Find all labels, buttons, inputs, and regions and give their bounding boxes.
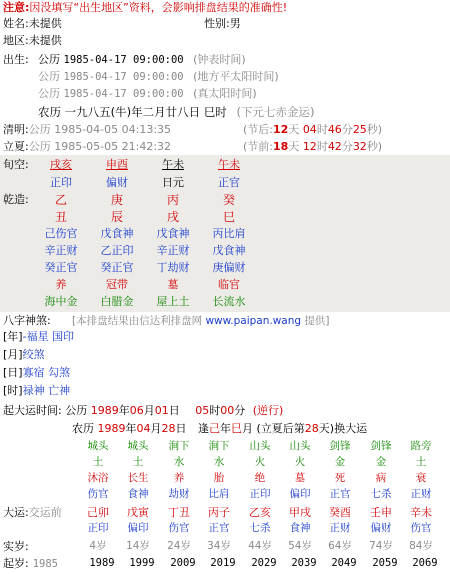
shishen-cell: 偏财 bbox=[106, 176, 128, 189]
changsheng-cell: 冠带 bbox=[106, 278, 128, 291]
dayun-nayin: 山头 bbox=[249, 440, 271, 452]
dayun-year: 2019 bbox=[210, 557, 236, 569]
dayun-wuxing: 金 bbox=[375, 456, 387, 468]
nayin-cell: 长流水 bbox=[212, 295, 246, 308]
dayun-nayin: 路旁 bbox=[410, 440, 432, 452]
dayun-shishen-zhi: 伤官 bbox=[168, 522, 190, 534]
dayun-age: 44岁 bbox=[248, 540, 272, 552]
gender-value: 男 bbox=[229, 17, 241, 30]
dayun-year: 2039 bbox=[291, 557, 317, 569]
dayun-age: 54岁 bbox=[288, 540, 312, 552]
dayun-year: 2049 bbox=[331, 557, 357, 569]
dizhi-cell: 丑 bbox=[54, 210, 67, 224]
notice-label: 注意: bbox=[3, 1, 30, 14]
dayun-shishen-gan: 偏印 bbox=[289, 488, 311, 500]
age-label: 实岁: bbox=[3, 540, 29, 553]
name-value: 未提供 bbox=[28, 17, 62, 30]
birth-row-3 bbox=[38, 86, 257, 102]
dayun-shishen-zhi: 偏财 bbox=[370, 522, 392, 534]
dayun-ganzhi: 甲戌 bbox=[289, 506, 311, 519]
dayun-nayin: 剑锋 bbox=[370, 440, 392, 452]
birth-cal: 公历 bbox=[38, 70, 60, 83]
dayun-wuxing: 土 bbox=[132, 456, 144, 468]
dayun-label: 大运:交运前 bbox=[3, 506, 62, 519]
start-pre-year: 1985 bbox=[32, 558, 59, 570]
birth-note: (真太阳时间) bbox=[193, 87, 257, 100]
dayun-nayin: 剑锋 bbox=[329, 440, 351, 452]
notice bbox=[3, 0, 287, 16]
dayun-nayin: 城头 bbox=[127, 440, 149, 452]
dayun-age: 34岁 bbox=[207, 540, 231, 552]
changsheng-cell: 临官 bbox=[218, 278, 240, 291]
dayun-ganzhi: 乙亥 bbox=[249, 506, 271, 519]
dayun-age: 24岁 bbox=[167, 540, 191, 552]
dayun-shishen-zhi: 伤官 bbox=[410, 522, 432, 534]
birth-datetime: 1985-04-17 09:00:00 bbox=[63, 54, 184, 66]
birth-cal: 公历 bbox=[38, 53, 60, 66]
canggan-cell: 庚偏财 bbox=[212, 261, 246, 274]
dizhi-cell: 巳 bbox=[222, 210, 235, 224]
dayun-wuxing: 金 bbox=[334, 456, 346, 468]
dayun-ganzhi: 戊寅 bbox=[127, 506, 149, 519]
dayun-shishen-zhi: 正官 bbox=[208, 522, 230, 534]
dayun-shishen-gan: 劫财 bbox=[168, 488, 190, 500]
gender-row bbox=[204, 16, 241, 32]
dayun-age: 74岁 bbox=[369, 540, 393, 552]
notice-text: 因没填写“出生地区”资料，会影响排盘结果的准确性! bbox=[29, 1, 288, 14]
shensha-row-ri: [日]寡宿 勾煞 bbox=[3, 366, 71, 379]
region-label: 地区: bbox=[3, 34, 29, 47]
xunkong-value: 戌亥 bbox=[50, 158, 72, 171]
birth-datetime: 1985-04-17 09:00:00 bbox=[63, 71, 184, 83]
canggan-cell: 癸正官 bbox=[100, 261, 134, 274]
birth-note: (地方平太阳时间) bbox=[193, 70, 279, 83]
dayun-age: 4岁 bbox=[89, 540, 107, 552]
dayun-nayin: 山头 bbox=[289, 440, 311, 452]
jieqi-row-1 bbox=[3, 122, 171, 138]
dayun-shishen-zhi: 七杀 bbox=[249, 522, 271, 534]
dayun-ganzhi: 辛未 bbox=[410, 506, 432, 519]
tiangan-cell: 庚 bbox=[110, 193, 123, 207]
dayun-changsheng: 养 bbox=[173, 472, 185, 484]
dayun-wuxing: 火 bbox=[254, 456, 266, 468]
dayun-ganzhi: 壬申 bbox=[370, 506, 392, 519]
start-label: 起岁: bbox=[3, 557, 29, 570]
shensha-row-nian: [年]-福星 国印 bbox=[3, 330, 75, 343]
dayun-changsheng: 绝 bbox=[254, 472, 266, 484]
canggan-cell: 己伤官 bbox=[44, 227, 78, 240]
dayun-changsheng: 长生 bbox=[127, 472, 149, 484]
shensha-row-yue: [月]绞煞 bbox=[3, 348, 45, 361]
dayun-wuxing: 火 bbox=[294, 456, 306, 468]
xunkong-value: 午未 bbox=[218, 158, 240, 171]
gender-label: 性别: bbox=[204, 17, 230, 30]
start-label-row bbox=[3, 556, 58, 572]
canggan-cell: 戊食神 bbox=[100, 227, 134, 240]
dayun-age: 64岁 bbox=[328, 540, 352, 552]
region-value: 未提供 bbox=[28, 34, 62, 47]
jieqi-datetime: 公历 1985-04-05 04:13:35 bbox=[28, 123, 172, 136]
jieqi-row-2 bbox=[3, 139, 171, 155]
dayun-wuxing: 水 bbox=[213, 456, 225, 468]
dayun-age: 14岁 bbox=[126, 540, 150, 552]
dayun-year: 1999 bbox=[129, 557, 155, 569]
dayun-shishen-gan: 正官 bbox=[329, 488, 351, 500]
jieqi-label: 立夏: bbox=[3, 140, 29, 153]
dayun-year: 1989 bbox=[89, 557, 115, 569]
dayun-shishen-zhi: 正印 bbox=[87, 522, 109, 534]
dayun-wuxing: 土 bbox=[92, 456, 104, 468]
birth-cal: 公历 bbox=[38, 87, 60, 100]
dayun-nayin: 涧下 bbox=[208, 440, 230, 452]
dayun-ganzhi: 丙子 bbox=[208, 506, 230, 519]
dayun-changsheng: 胎 bbox=[213, 472, 225, 484]
shensha-note: [本排盘结果由信达利排盘网 www.paipan.wang 提供] bbox=[72, 315, 330, 327]
name-label: 姓名: bbox=[3, 17, 29, 30]
canggan-cell: 丙比肩 bbox=[212, 227, 246, 240]
dayun-start-lunar-row: 农历 1989年04月28日 逢己年巳月 (立夏后第28天)换大运 bbox=[72, 422, 368, 435]
dayun-shishen-gan: 正财 bbox=[410, 488, 432, 500]
jieqi-label: 清明: bbox=[3, 123, 29, 136]
shishen-cell: 正官 bbox=[218, 176, 240, 189]
nayin-cell: 屋上土 bbox=[156, 295, 190, 308]
dayun-year: 2029 bbox=[251, 557, 277, 569]
lunar-note: (下元七赤金运) bbox=[236, 105, 315, 119]
tiangan-cell: 乙 bbox=[54, 193, 67, 207]
dayun-changsheng: 衰 bbox=[415, 472, 427, 484]
dayun-year: 2059 bbox=[372, 557, 398, 569]
birth-row-1 bbox=[38, 52, 246, 68]
shensha-row-shi: [时]禄神 亡神 bbox=[3, 384, 71, 397]
name-row bbox=[3, 16, 62, 32]
shensha-label: 八字神煞: bbox=[3, 314, 51, 327]
dayun-start-row: 起大运时间: 公历 1989年06月01日 05时00分 (逆行) bbox=[3, 404, 284, 417]
dizhi-cell: 戌 bbox=[166, 210, 179, 224]
dayun-shishen-gan: 比肩 bbox=[208, 488, 230, 500]
xunkong-label: 旬空: bbox=[3, 158, 29, 171]
canggan-cell: 乙正印 bbox=[100, 244, 134, 257]
dayun-age: 84岁 bbox=[409, 540, 433, 552]
canggan-cell: 辛正财 bbox=[156, 244, 190, 257]
xunkong-value: 午未 bbox=[162, 158, 184, 171]
dayun-shishen-gan: 食神 bbox=[127, 488, 149, 500]
birth-datetime: 1985-04-17 09:00:00 bbox=[63, 88, 184, 100]
dayun-ganzhi: 己卯 bbox=[87, 506, 109, 519]
shishen-cell: 日元 bbox=[162, 176, 184, 189]
dayun-shishen-zhi: 偏印 bbox=[127, 522, 149, 534]
dayun-changsheng: 死 bbox=[334, 472, 346, 484]
dayun-wuxing: 水 bbox=[173, 456, 185, 468]
dayun-year: 2009 bbox=[170, 557, 196, 569]
dayun-nayin: 城头 bbox=[87, 440, 109, 452]
jieqi-offset-2: (节前:18天 12时42分32秒) bbox=[243, 140, 383, 153]
canggan-cell: 戊食神 bbox=[212, 244, 246, 257]
dayun-changsheng: 墓 bbox=[294, 472, 306, 484]
dayun-changsheng: 沐浴 bbox=[87, 472, 109, 484]
xunkong-value: 申酉 bbox=[106, 158, 128, 171]
dayun-nayin: 涧下 bbox=[168, 440, 190, 452]
lunar-row bbox=[38, 104, 314, 120]
qiankun-label: 乾造: bbox=[3, 193, 29, 206]
site-link[interactable]: www.paipan.wang bbox=[205, 315, 302, 327]
dayun-shishen-gan: 七杀 bbox=[370, 488, 392, 500]
region-row bbox=[3, 33, 62, 49]
dayun-changsheng: 病 bbox=[375, 472, 387, 484]
nayin-cell: 海中金 bbox=[44, 295, 78, 308]
changsheng-cell: 养 bbox=[55, 278, 67, 291]
canggan-cell: 戊食神 bbox=[156, 227, 190, 240]
jieqi-offset-1: (节后:12天 04时46分25秒) bbox=[243, 123, 383, 136]
birth-label: 出生: bbox=[3, 53, 29, 66]
dayun-year: 2069 bbox=[412, 557, 438, 569]
lunar-date: 农历 一九八五(牛)年二月廿八日 巳时 bbox=[38, 105, 227, 119]
tiangan-cell: 癸 bbox=[222, 193, 235, 207]
dizhi-cell: 辰 bbox=[110, 210, 123, 224]
changsheng-cell: 墓 bbox=[167, 278, 179, 291]
canggan-cell: 丁劫财 bbox=[156, 261, 190, 274]
canggan-cell: 癸正官 bbox=[44, 261, 78, 274]
tiangan-cell: 丙 bbox=[166, 193, 179, 207]
birth-note: (钟表时间) bbox=[193, 53, 246, 66]
dayun-wuxing: 土 bbox=[415, 456, 427, 468]
dayun-ganzhi: 癸酉 bbox=[329, 506, 351, 519]
nayin-cell: 白腊金 bbox=[100, 295, 134, 308]
canggan-cell: 辛正财 bbox=[44, 244, 78, 257]
dayun-shishen-zhi: 正财 bbox=[329, 522, 351, 534]
dayun-ganzhi: 丁丑 bbox=[168, 506, 190, 519]
dayun-shishen-zhi: 食神 bbox=[289, 522, 311, 534]
birth-row-2 bbox=[38, 69, 279, 85]
jieqi-datetime: 公历 1985-05-05 21:42:32 bbox=[28, 140, 172, 153]
dayun-shishen-gan: 伤官 bbox=[87, 488, 109, 500]
shishen-cell: 正印 bbox=[50, 176, 72, 189]
dayun-shishen-gan: 正印 bbox=[249, 488, 271, 500]
